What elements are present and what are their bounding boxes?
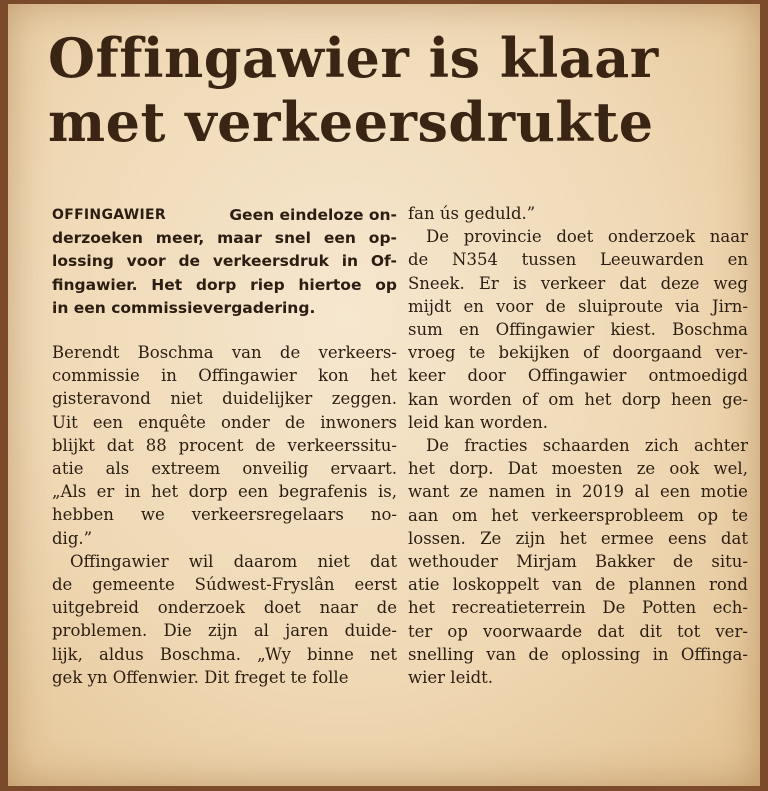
text-line: sum en Offingawier kiest. Boschma	[408, 320, 748, 340]
text-line: mijdt en voor de sluiproute via Jirn-	[408, 296, 748, 316]
text-line: De fracties schaarden zich achter	[426, 436, 748, 456]
text-line: kan worden of om het dorp heen ge-	[408, 389, 748, 409]
text-line: want ze namen in 2019 al een motie	[408, 482, 748, 502]
text-line: in een commissievergadering.	[52, 298, 316, 317]
paragraph	[52, 550, 397, 689]
text-line	[52, 204, 397, 227]
text-line: gisteravond niet duidelijker zeggen.	[52, 389, 397, 409]
dateline-kicker: OFFINGAWIER	[52, 207, 166, 223]
left-body	[52, 341, 397, 689]
text-line: ter op voorwaarde dat dit tot ver-	[408, 621, 748, 641]
right-body	[408, 202, 748, 689]
column-left	[52, 204, 397, 689]
text-line: De provincie doet onderzoek naar	[426, 227, 748, 247]
newspaper-clipping	[8, 4, 760, 786]
headline-line: Offingawier is klaar	[48, 26, 659, 90]
text-line: problemen. Die zijn al jaren duide-	[52, 621, 397, 641]
text-line: snelling van de oplossing in Offinga-	[408, 644, 748, 664]
text-line: blijkt dat 88 procent de verkeerssitu-	[52, 435, 397, 455]
headline-line: met verkeersdrukte	[48, 90, 654, 154]
text-line: lossen. Ze zijn het ermee eens dat	[408, 528, 748, 548]
text-line: dig.”	[52, 528, 93, 548]
text-line: uitgebreid onderzoek doet naar de	[52, 598, 397, 618]
paragraph	[408, 225, 748, 434]
text-line: het dorp. Dat moesten ze ook wel,	[408, 459, 748, 479]
paragraph	[408, 202, 748, 225]
text-line: keer door Offingawier ontmoedigd	[408, 366, 748, 386]
text-line: wier leidt.	[408, 668, 494, 688]
text-line: wethouder Mirjam Bakker de situ-	[408, 552, 748, 572]
text-line: fingawier. Het dorp riep hiertoe op	[52, 275, 397, 294]
text-line: lijk, aldus Boschma. „Wy binne net	[52, 644, 397, 664]
text-line: lossing voor de verkeersdruk in Of-	[52, 252, 397, 271]
text-line: de N354 tussen Leeuwarden en	[408, 250, 748, 270]
intro-line-text: Geen eindeloze on-	[223, 206, 397, 224]
text-line: leid kan worden.	[408, 412, 548, 432]
text-line: „Als er in het dorp een begrafenis is,	[52, 482, 397, 502]
text-line: vroeg te bekijken of doorgaand ver-	[408, 343, 748, 363]
column-right	[408, 202, 748, 689]
text-line: atie loskoppelt van de plannen rond	[408, 575, 748, 595]
text-line: gek yn Offenwier. Dit freget te folle	[52, 667, 349, 687]
text-line: de gemeente Súdwest-Fryslân eerst	[52, 575, 397, 595]
intro-paragraph	[52, 204, 397, 320]
text-line: Offingawier wil daarom niet dat	[70, 551, 397, 571]
text-line: derzoeken meer, maar snel een op-	[52, 229, 397, 248]
text-line: commissie in Offingawier kon het	[52, 366, 397, 386]
text-line: aan om het verkeersprobleem op te	[408, 505, 748, 525]
text-line: atie als extreem onveilig ervaart.	[52, 459, 397, 479]
paragraph	[408, 434, 748, 689]
paragraph	[52, 341, 397, 550]
headline	[48, 26, 748, 154]
text-line: het recreatieterrein De Potten ech-	[408, 598, 748, 618]
text-line: Berendt Boschma van de verkeers-	[52, 343, 397, 363]
text-line: Uit een enquête onder de inwoners	[52, 412, 397, 432]
text-line: hebben we verkeersregelaars no-	[52, 505, 397, 525]
text-line: fan ús geduld.”	[408, 204, 536, 223]
text-line: Sneek. Er is verkeer dat deze weg	[408, 273, 748, 293]
